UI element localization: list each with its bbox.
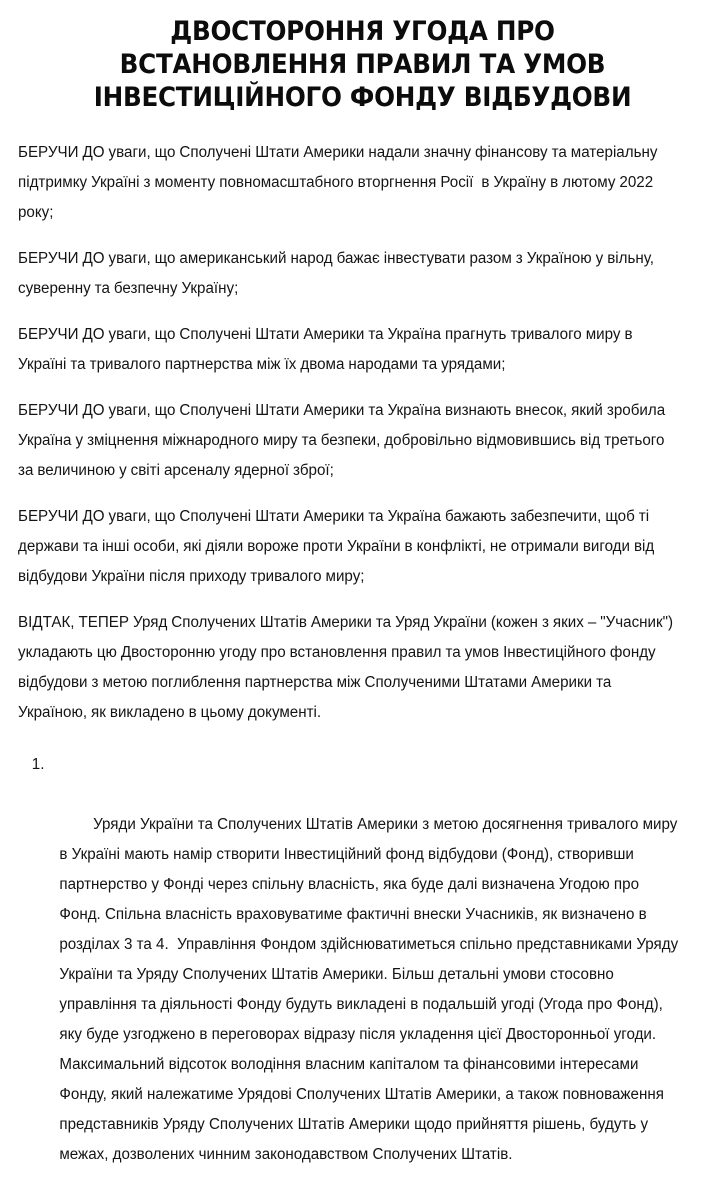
- paragraph-operative-clause: ВІДТАК, ТЕПЕР Уряд Сполучених Штатів Америки та Уряд України (кожен з яких – "Учасник") укладають цю Двосторонню угоду про встановлення правил та умов Інвестиційного фонду відбудови з метою поглиблення партнерства між Сполученими Штатами Америки та Україною, як викладено в цьому документі.: [18, 614, 678, 721]
- paragraph-recital-2: БЕРУЧИ ДО уваги, що американський народ бажає інвестувати разом з Україною у вільну, суверенну та безпечну Україну;: [18, 250, 659, 297]
- paragraph-recital-1: БЕРУЧИ ДО уваги, що Сполучені Штати Америки надали значну фінансову та матеріальну підтримку Україні з моменту повномасштабного вторгнення Росії в Україну в лютому 2022 року;: [18, 144, 662, 221]
- list-item-marker: 1.: [31, 756, 45, 773]
- page-title: ДВОСТОРОННЯ УГОДА ПРО ВСТАНОВЛЕННЯ ПРАВИЛ ТА УМОВ ІНВЕСТИЦІЙНОГО ФОНДУ ВІДБУДОВИ: [93, 16, 632, 113]
- list-item-text: Уряди України та Сполучених Штатів Америки з метою досягнення тривалого миру в Україні мають намір створити Інвестиційний фонд відбудови (Фонд), створивши партнерство у Фонді через спільну власність, яка буде далі визначена Угодою про Фонд. Спільна власність враховуватиме фактичні внески Учасників, як визначено в розділах 3 та 4. Управління Фондом здійснюватиметься спільно представниками Уряду України та Уряду Сполучених Штатів Америки. Більш детальні умови стосовно управління та діяльності Фонду будуть викладені в подальшій угоді (Угода про Фонд), яку буде узгоджено в переговорах відразу після укладення цієї Двосторонньої угоди. Максимальний відсоток володіння власним капіталом та фінансовими інтересами Фонду, який належатиме Урядові Сполучених Штатів Америки, а також повноваження представників Уряду Сполучених Штатів Америки щодо прийняття рішень, будуть у межах, дозволених чинним законодавством Сполучених Штатів.: [59, 816, 683, 1163]
- paragraph-recital-4: БЕРУЧИ ДО уваги, що Сполучені Штати Америки та Україна визнають внесок, який зробила Україна у зміцнення міжнародного миру та безпеки, добровільно відмовившись від третього за величиною у світі арсеналу ядерної зброї;: [18, 402, 670, 479]
- list-item: [18, 750, 681, 1200]
- paragraph-recital-5: БЕРУЧИ ДО уваги, що Сполучені Штати Америки та Україна бажають забезпечити, щоб ті держави та інші особи, які діяли вороже проти України в конфлікті, не отримали вигоди від відбудови України після приходу тривалого миру;: [18, 508, 659, 585]
- numbered-article-list: [18, 750, 691, 1200]
- paragraph-recital-3: БЕРУЧИ ДО уваги, що Сполучені Штати Америки та Україна прагнуть тривалого миру в Україні та тривалого партнерства між їх двома народами та урядами;: [18, 326, 637, 373]
- document-body: [0, 138, 725, 1200]
